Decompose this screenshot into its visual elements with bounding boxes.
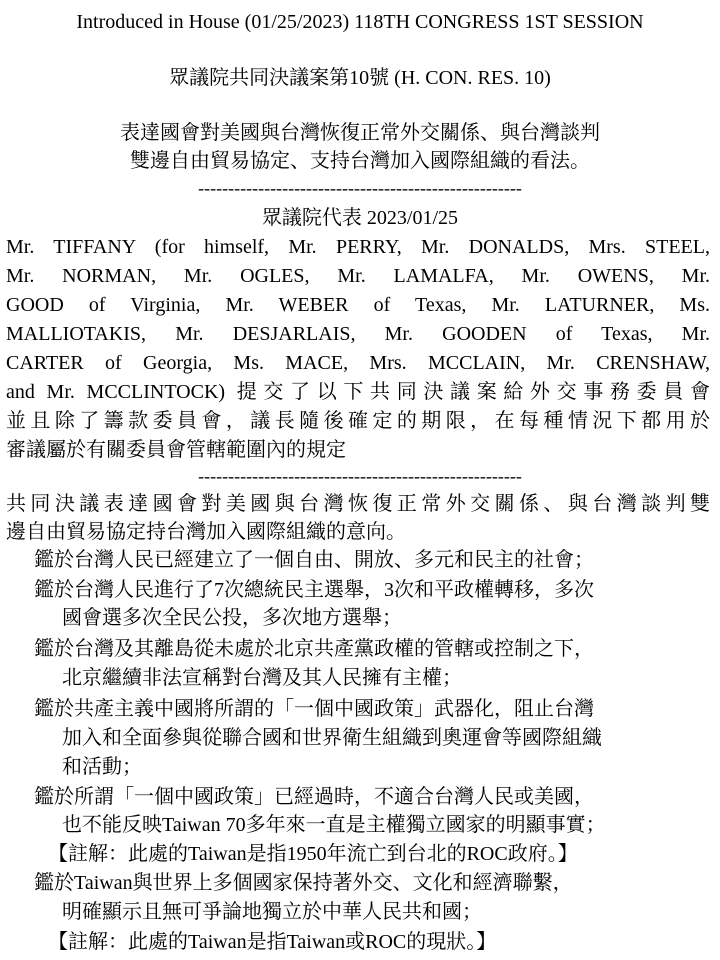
intro-line: Introduced in House (01/25/2023) 118TH CONGRESS 1ST SESSION	[76, 11, 644, 33]
sponsor-line: and Mr. MCCLINTOCK) 提交了以下共同決議案給外交事務委員會	[6, 381, 710, 403]
whereas-clause-continuation: 國會選多次全民公投，多次地方選舉；	[62, 607, 402, 629]
whereas-clause: 鑑於共產主義中國將所謂的「一個中國政策」武器化，阻止台灣	[34, 698, 594, 720]
whereas-clause-continuation: 也不能反映Taiwan 70多年來一直是主權獨立國家的明顯事實；	[62, 814, 606, 836]
whereas-clause: 鑑於所謂「一個中國政策」已經過時，不適合台灣人民或美國，	[34, 786, 594, 808]
whereas-clause: 鑑於Taiwan與世界上多個國家保持著外交、文化和經濟聯繫，	[34, 872, 573, 894]
annotation-note: 【註解：此處的Taiwan是指1950年流亡到台北的ROC政府。】	[48, 843, 578, 865]
sponsor-line: Mr. NORMAN, Mr. OGLES, Mr. LAMALFA, Mr. OWENS, Mr.	[6, 265, 710, 287]
resolution-title: 眾議院共同決議案第10號 (H. CON. RES. 10)	[169, 67, 551, 89]
sponsor-heading: 眾議院代表 2023/01/25	[261, 207, 459, 229]
resolution-intro: 邊自由貿易協定持台灣加入國際組織的意向。	[6, 521, 406, 543]
sponsor-line: 並且除了籌款委員會，議長隨後確定的期限，在每種情況下都用於	[6, 410, 710, 432]
resolution-intro: 共同決議表達國會對美國與台灣恢復正常外交關係、與台灣談判雙	[6, 493, 710, 515]
sponsor-line: CARTER of Georgia, Ms. MACE, Mrs. MCCLAIN, Mr. CRENSHAW,	[6, 352, 710, 374]
annotation-note: 【註解：此處的Taiwan是指Taiwan或ROC的現狀。】	[48, 931, 497, 953]
whereas-clause-continuation: 明確顯示且無可爭論地獨立於中華人民共和國；	[62, 901, 482, 923]
whereas-clause-continuation: 加入和全面參與從聯合國和世界衛生組織到奧運會等國際組織	[62, 727, 602, 749]
whereas-clause-continuation: 和活動；	[62, 756, 142, 778]
whereas-clause: 鑑於台灣人民已經建立了一個自由、開放、多元和民主的社會；	[34, 549, 594, 571]
sponsor-line: MALLIOTAKIS, Mr. DESJARLAIS, Mr. GOODEN of Texas, Mr.	[6, 323, 710, 345]
sponsor-line: Mr. TIFFANY (for himself, Mr. PERRY, Mr. DONALDS, Mrs. STEEL,	[6, 236, 710, 258]
whereas-clause-continuation: 北京繼續非法宣稱對台灣及其人民擁有主權；	[62, 667, 462, 689]
sponsor-line: GOOD of Virginia, Mr. WEBER of Texas, Mr. LATURNER, Ms.	[6, 294, 710, 316]
divider-top: ------------------------------------------------------	[198, 178, 522, 198]
divider-middle: ------------------------------------------------------	[198, 466, 522, 486]
whereas-clause: 鑑於台灣人民進行了7次總統民主選舉，3次和平政權轉移，多次	[34, 579, 594, 601]
purpose-line-2: 雙邊自由貿易協定、支持台灣加入國際組織的看法。	[130, 150, 590, 172]
purpose-line-1: 表達國會對美國與台灣恢復正常外交關係、與台灣談判	[120, 122, 600, 144]
whereas-clause: 鑑於台灣及其離島從未處於北京共產黨政權的管轄或控制之下，	[34, 638, 594, 660]
sponsor-line: 審議屬於有關委員會管轄範圍內的規定	[6, 439, 346, 461]
